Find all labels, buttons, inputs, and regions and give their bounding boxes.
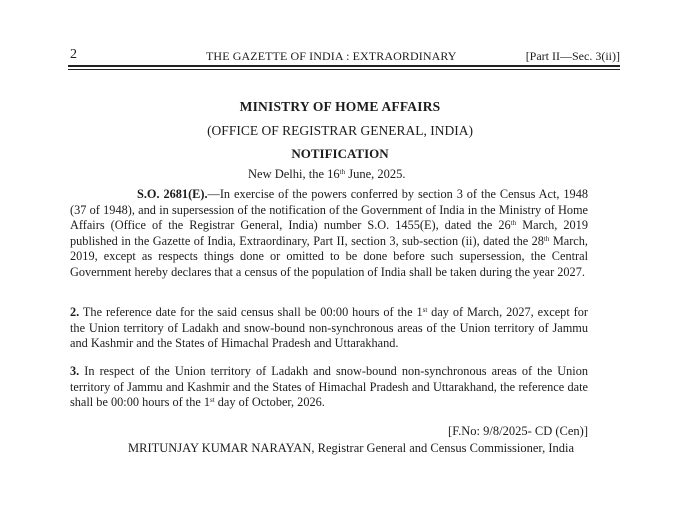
paragraph-1-text-c: March, 2019, except as respects things done or omitted to be done before such supersession, the Central Government hereby declares that a census of the population of India shall be taken during the year 2027. — [70, 233, 588, 279]
dateline — [248, 167, 406, 182]
paragraph-2-number: 2. — [70, 305, 80, 319]
signatory: MRITUNJAY KUMAR NARAYAN, Registrar General and Census Commissioner, India — [128, 441, 575, 455]
ministry-heading: MINISTRY OF HOME AFFAIRS — [239, 99, 441, 114]
dateline-place: New Delhi, the 16 — [248, 167, 340, 181]
paragraph-3-number: 3. — [70, 364, 80, 378]
paragraph-2 — [70, 305, 588, 352]
paragraph-3-text-a: In respect of the Union territory of Ladakh and snow-bound non-synchronous areas of the Union territory of Jammu and Kashmir and the States of Himachal Pradesh and Uttarakhand, the reference date shall be 00:00 hours of the 1 — [70, 364, 588, 410]
paragraph-3-text-b: day of October, 2026. — [214, 395, 325, 410]
gazette-header — [68, 47, 620, 67]
paragraph-1-sup-a: th — [510, 219, 517, 228]
dateline-day-suffix: th — [339, 168, 346, 176]
file-number: [F.No: 9/8/2025- CD (Cen)] — [448, 424, 588, 438]
part-section: [Part II—Sec. 3(ii)] — [525, 49, 620, 63]
paragraph-1-sup-b: th — [543, 234, 550, 243]
paragraph-3-sup: st — [210, 396, 215, 405]
gazette-title: THE GAZETTE OF INDIA : EXTRAORDINARY — [206, 49, 457, 63]
paragraph-1-text-a: —In exercise of the powers conferred by section 3 of the Census Act, 1948 (37 of 1948), and in supersession of the notification of the Government of India in the Ministry of Home Affairs (Office of the Registrar General, India) number S.O. 1455(E), dated the 26 — [70, 187, 588, 233]
paragraph-2-text-a: The reference date for the said census shall be 00:00 hours of the 1 — [79, 305, 423, 319]
dateline-rest: June, 2025. — [345, 167, 406, 181]
paragraph-1 — [70, 187, 588, 281]
paragraph-1-text-b: March, 2019 published in the Gazette of India, Extraordinary, Part II, section 3, sub-section (ii), dated the 28 — [70, 218, 588, 248]
page-number: 2 — [70, 47, 77, 62]
notification-heading: NOTIFICATION — [291, 146, 389, 161]
paragraph-2-text-b: day of March, 2027, except for the Union territory of Ladakh and snow-bound non-synchronous areas of the Union territory of Jammu and Kashmir and the States of Himachal Pradesh and Uttarakhand. — [70, 305, 588, 351]
so-number: S.O. 2681(E). — [137, 187, 208, 201]
paragraph-3 — [70, 364, 588, 411]
paragraph-2-sup: st — [422, 306, 428, 314]
office-heading: (OFFICE OF REGISTRAR GENERAL, INDIA) — [207, 123, 473, 138]
